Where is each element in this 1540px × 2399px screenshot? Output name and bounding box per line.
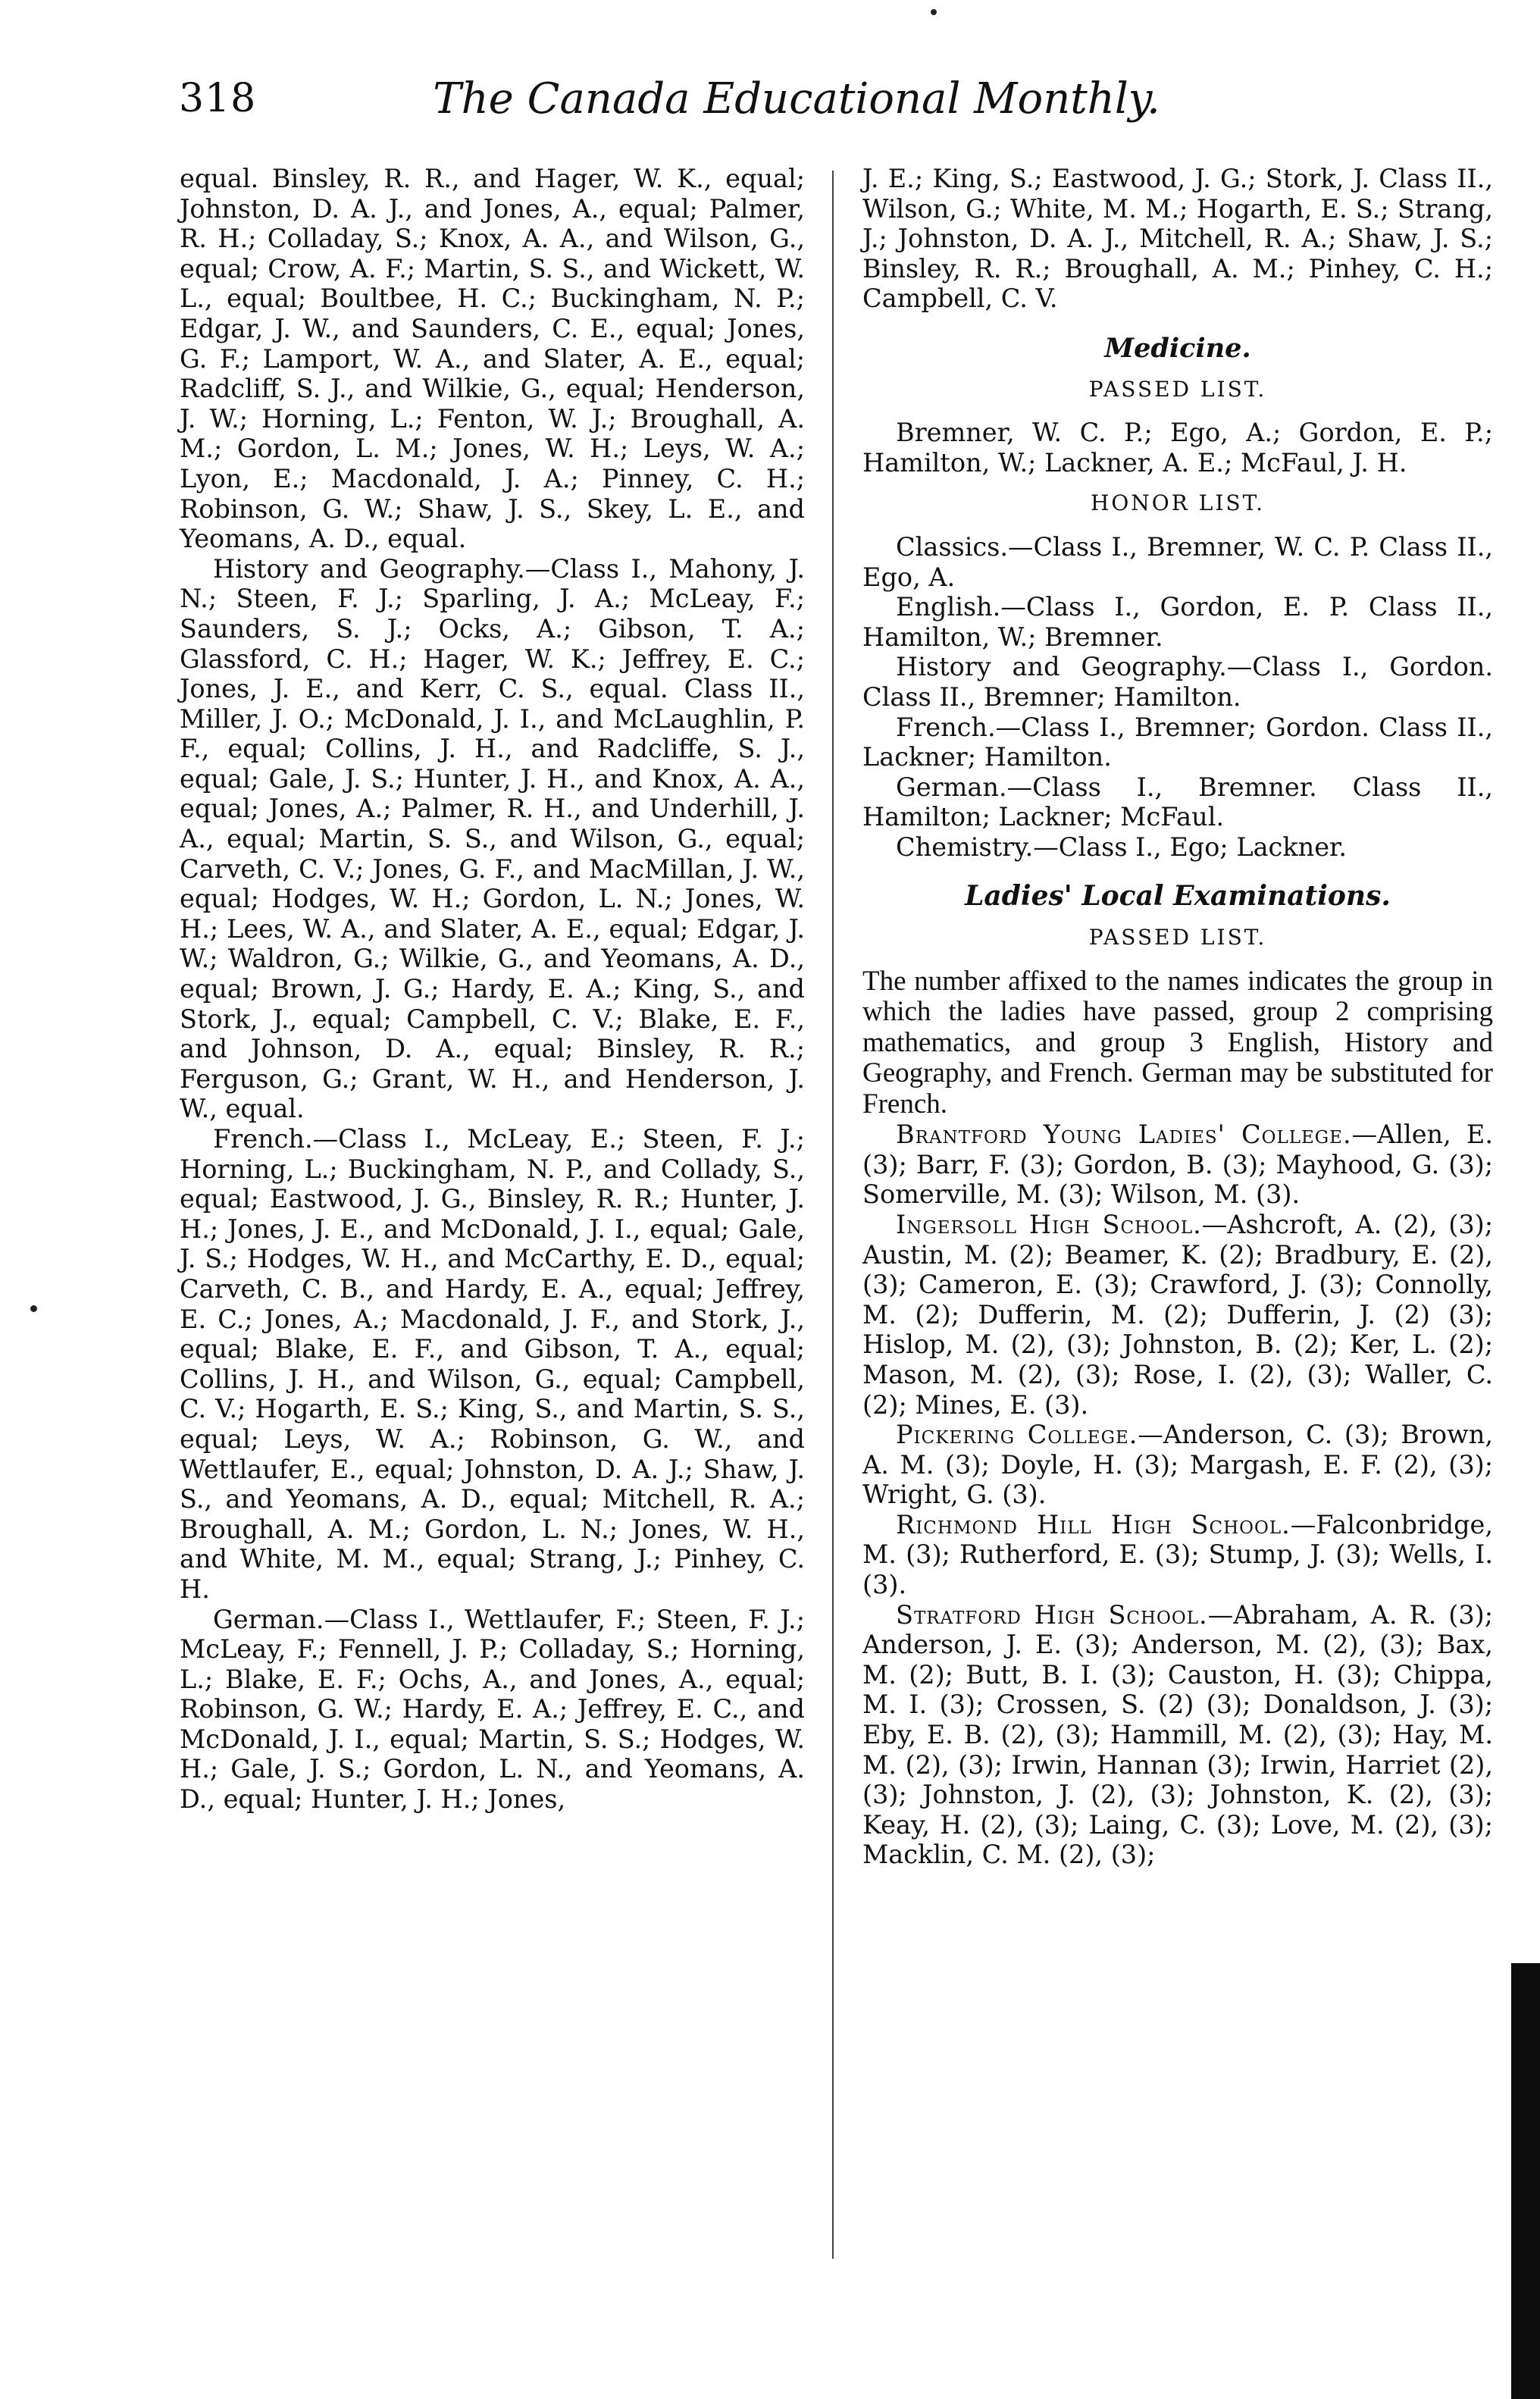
left-paragraph-history-geography: History and Geography.—Class I., Mahony, J. N.; Steen, F. J.; Sparling, J. A.; McLeay, F.; Saunders, S. J.; Ocks, A.; Gibson, T. A.; Glassford, C. H.; Hager, W. K.; Jeffrey, E. C.; Jones, J. E., and Kerr, C. S., equal. Class II., Miller, J. O.; McDonald, J. I., and McLaughlin, P. F., equal; Collins, J. H., and Radcliffe, S. J., equal; Gale, J. S.; Hunter, J. H., and Knox, A. A., equal; Jones, A.; Palmer, R. H., and Underhill, J. A., equal; Martin, S. S., and Wilson, G., equal; Carveth, C. V.; Jones, G. F., and MacMillan, J. W., equal; Hodges, W. H.; Gordon, L. N.; Jones, W. H.; Lees, W. A., and Slater, A. E., equal; Edgar, J. W.; Waldron, G.; Wilkie, G., and Yeomans, A. D., equal; Brown, J. G.; Hardy, E. A.; King, S., and Stork, J., equal; Campbell, C. V.; Blake, E. F., and Johnson, D. A., equal; Binsley, R. R.; Ferguson, G.; Grant, W. H., and Henderson, J. W., equal. (180, 553, 805, 1124)
honor-classics: Classics.—Class I., Bremner, W. C. P. Class II., Ego, A. (862, 531, 1493, 592)
school-name: Ingersoll High School. (896, 1209, 1202, 1239)
scan-speck (30, 1305, 37, 1312)
school-results: —Falconbridge, M. (3); Rutherford, E. (3); Stump, J. (3); Wells, I. (3). (862, 1509, 1493, 1600)
school-results: —Anderson, C. (3); Brown, A. M. (3); Doyle, H. (3); Margash, E. F. (2), (3); Wright, G. (3). (862, 1420, 1493, 1510)
school-results: —Abraham, A. R. (3); Anderson, J. E. (3); Anderson, M. (2), (3); Bax, M. (2); Butt, B. I. (3); Causton, H. (3); Chippa, M. I. (3); Crossen, S. (2) (3); Donaldson, J. (3); Eby, E. B. (2), (3); Hammill, M. (2), (3); Hay, M. M. (2), (3); Irwin, Hannan (3); Irwin, Harriet (2), (3); Johnston, J. (2), (3); Johnston, K. (2), (3); Keay, H. (2), (3); Laing, C. (3); Love, M. (2), (3); Macklin, C. M. (2), (3); (862, 1599, 1493, 1870)
honor-history-geography: History and Geography.—Class I., Gordon. Class II., Bremner; Hamilton. (862, 652, 1493, 712)
scan-edge-shadow (1511, 1963, 1540, 2399)
honor-chemistry: Chemistry.—Class I., Ego; Lackner. (896, 832, 1348, 862)
school-name: Pickering College. (896, 1420, 1138, 1450)
medicine-passed-label: PASSED LIST. (1088, 376, 1267, 402)
school-results: —Allen, E. (3); Barr, F. (3); Gordon, B. (3); Mayhood, G. (3); Somerville, M. (3); Wilson, M. (3). (862, 1120, 1494, 1210)
scan-speck (931, 9, 937, 15)
medicine-honor-label: HONOR LIST. (1090, 490, 1266, 516)
medicine-heading: Medicine. (1104, 332, 1251, 364)
page-number: 318 (179, 76, 257, 121)
honor-german: German.—Class I., Bremner. Class II., Hamilton; Lackner; McFaul. (862, 772, 1493, 832)
ladies-passed-label: PASSED LIST. (1088, 925, 1267, 951)
right-column (862, 164, 1493, 1870)
column-divider (832, 171, 834, 2259)
medicine-passed-list: Bremner, W. C. P.; Ego, A.; Gordon, E. P.; Hamilton, W.; Lackner, A. E.; McFaul, J. H. (862, 418, 1493, 478)
honor-french: French.—Class I., Bremner; Gordon. Class II., Lackner; Hamilton. (862, 712, 1493, 772)
school-results: —Ashcroft, A. (2), (3); Austin, M. (2); Beamer, K. (2); Bradbury, E. (2), (3); Cameron, E. (3); Crawford, J. (3); Connolly, M. (2); Dufferin, M. (2); Dufferin, J. (2) (3); Hislop, M. (2), (3); Johnston, B. (2); Ker, L. (2); Mason, M. (2), (3); Rose, I. (2), (3); Waller, C. (2); Mines, E. (3). (862, 1209, 1494, 1420)
honor-english: English.—Class I., Gordon, E. P. Class II., Hamilton, W.; Bremner. (862, 592, 1493, 652)
school-entry (862, 1420, 1493, 1510)
left-column (180, 164, 805, 1815)
school-entry (862, 1210, 1493, 1420)
running-head-title: The Canada Educational Monthly. (433, 74, 1160, 124)
left-paragraph-german: German.—Class I., Wettlaufer, F.; Steen, F. J.; McLeay, F.; Fennell, J. P.; Colladay, S.; Horning, L.; Blake, E. F.; Ochs, A., and Jones, A., equal; Robinson, G. W.; Hardy, E. A.; Jeffrey, E. C., and McDonald, J. I., equal; Martin, S. S.; Hodges, W. H.; Gale, J. S.; Gordon, L. N., and Yeomans, A. D., equal; Hunter, J. H.; Jones, (180, 1604, 805, 1815)
school-name: Brantford Young Ladies' College. (896, 1120, 1352, 1150)
left-paragraph-results-continued: equal. Binsley, R. R., and Hager, W. K., equal; Johnston, D. A. J., and Jones, A., equal; Palmer, R. H.; Colladay, S.; Knox, A. A., and Wilson, G., equal; Crow, A. F.; Martin, S. S., and Wickett, W. L., equal; Boultbee, H. C.; Buckingham, N. P.; Edgar, J. W., and Saunders, C. E., equal; Jones, G. F.; Lamport, W. A., and Slater, A. E., equal; Radcliff, S. J., and Wilkie, G., equal; Henderson, J. W.; Horning, L.; Fenton, W. J.; Broughall, A. M.; Gordon, L. M.; Jones, W. H.; Leys, W. A.; Lyon, E.; Macdonald, J. A.; Pinney, C. H.; Robinson, G. W.; Shaw, J. S., Skey, L. E., and Yeomans, A. D., equal. (180, 164, 805, 554)
left-paragraph-french: French.—Class I., McLeay, E.; Steen, F. J.; Horning, L.; Buckingham, N. P., and Collady, S., equal; Eastwood, J. G., Binsley, R. R.; Hunter, J. H.; Jones, J. E., and McDonald, J. I., equal; Gale, J. S.; Hodges, W. H., and McCarthy, E. D., equal; Carveth, C. B., and Hardy, E. A., equal; Jeffrey, E. C.; Jones, A.; Macdonald, J. F., and Stork, J., equal; Blake, E. F., and Gibson, T. A., equal; Collins, J. H., and Wilson, G., equal; Campbell, C. V.; Hogarth, E. S.; King, S., and Martin, S. S., equal; Leys, W. A.; Robinson, G. W., and Wettlaufer, E., equal; Johnston, D. A. J.; Shaw, J. S., and Yeomans, A. D., equal; Mitchell, R. A.; Broughall, A. M.; Gordon, L. N.; Jones, W. H., and White, M. M., equal; Strang, J.; Pinhey, C. H. (180, 1124, 805, 1604)
ladies-exams-heading: Ladies' Local Examinations. (965, 880, 1391, 913)
school-name: Richmond Hill High School. (896, 1509, 1291, 1539)
school-entry (862, 1600, 1493, 1870)
german-list-continued: J. E.; King, S.; Eastwood, J. G.; Stork, J. Class II., Wilson, G.; White, M. M.; Hogarth, E. S.; Strang, J.; Johnston, D. A. J., Mitchell, R. A.; Shaw, J. S.; Binsley, R. R.; Broughall, A. M.; Pinhey, C. H.; Campbell, C. V. (862, 164, 1493, 314)
school-entry (862, 1120, 1493, 1210)
ladies-group-note: The number affixed to the names indicates the group in which the ladies have passed, group 2 comprising mathematics, and group 3 English, History and Geography, and French. German may be substituted for French. (862, 965, 1493, 1120)
school-entry (862, 1510, 1493, 1600)
school-name: Stratford High School. (896, 1599, 1208, 1630)
